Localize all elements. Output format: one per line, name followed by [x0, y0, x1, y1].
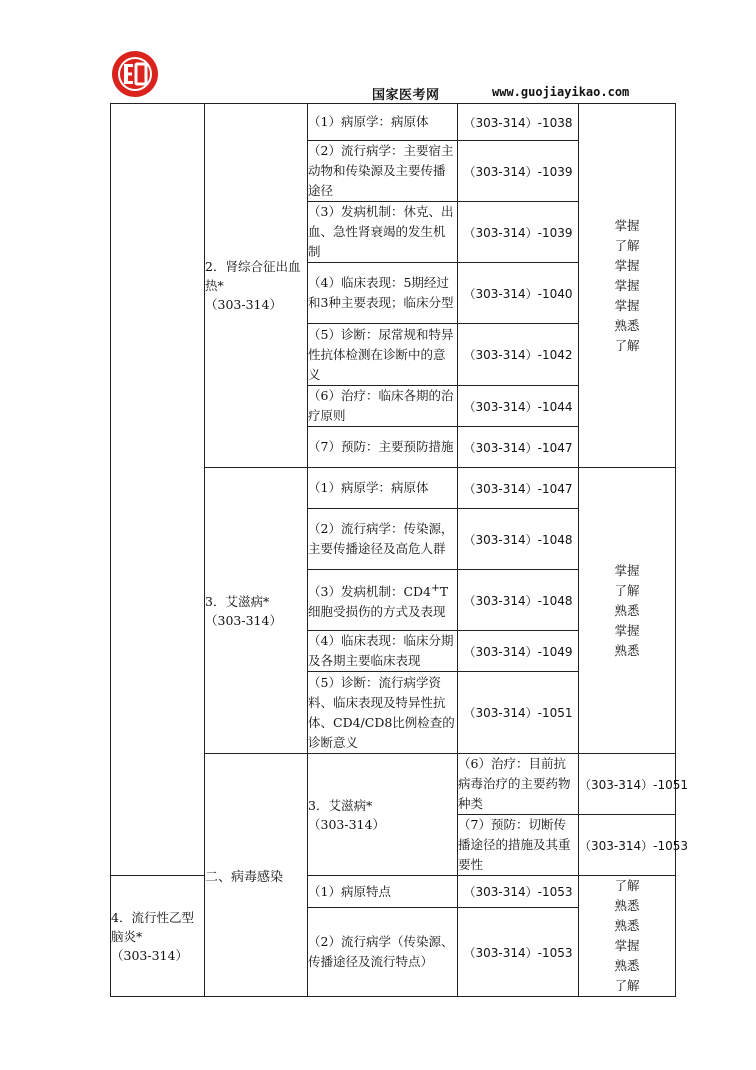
ref-cell: （303-314）-1048	[458, 570, 579, 631]
item-cell	[308, 570, 458, 631]
topic-name: 4．流行性乙型脑炎*	[111, 909, 194, 944]
item-text: T细胞受损伤的方式及表现	[308, 584, 449, 620]
topic-cell	[111, 876, 205, 997]
level-text: 了解	[614, 978, 640, 993]
ref-cell: （303-314）-1053	[579, 815, 676, 876]
level-cell	[579, 876, 676, 997]
level-text: 熟悉	[614, 602, 640, 618]
level-text: 熟悉	[614, 898, 640, 913]
item-cell: （1）病原学：病原体	[308, 468, 458, 509]
level-text: 掌握	[614, 277, 640, 293]
level-text: 熟悉	[614, 958, 640, 973]
level-text: 了解	[614, 237, 640, 253]
level-text: 熟悉	[614, 642, 640, 658]
ref-cell: （303-314）-1049	[458, 631, 579, 672]
level-text: 掌握	[614, 562, 640, 578]
level-text: 熟悉	[614, 918, 640, 933]
level-text: 了解	[614, 878, 640, 893]
level-cell	[579, 104, 676, 468]
topic-code: （303-314）	[205, 297, 282, 312]
level-text: 掌握	[614, 622, 640, 638]
item-cell: （5）诊断：尿常规和特异性抗体检测在诊断中的意义	[308, 324, 458, 386]
ref-cell: （303-314）-1053	[458, 876, 579, 908]
topic-name: 3．艾滋病*	[205, 593, 270, 609]
item-cell: （4）临床表现：5期经过和3种主要表现；临床分型	[308, 263, 458, 324]
syllabus-table	[110, 103, 689, 997]
item-cell: （6）治疗：目前抗病毒治疗的主要药物种类	[458, 754, 579, 815]
ref-cell: （303-314）-1047	[458, 427, 579, 468]
ref-cell: （303-314）-1051	[579, 754, 676, 815]
item-cell: （4）临床表现：临床分期及各期主要临床表现	[308, 631, 458, 672]
topic-code: （303-314）	[308, 816, 385, 832]
section-cell-continued	[111, 104, 205, 876]
ref-cell: （303-314）-1047	[458, 468, 579, 509]
level-text: 掌握	[614, 297, 640, 313]
topic-cell	[205, 104, 308, 468]
level-text: 熟悉	[614, 317, 640, 333]
topic-name: 2．肾综合征出血热*	[205, 259, 301, 293]
topic-code: （303-314）	[111, 947, 188, 963]
item-cell: （2）流行病学（传染源、传播途径及流行特点）	[308, 908, 458, 997]
table-row	[111, 876, 676, 908]
section-cell: 二、病毒感染	[205, 754, 308, 997]
level-text: 了解	[614, 582, 640, 598]
site-logo	[111, 50, 159, 98]
item-cell: （2）流行病学：主要宿主动物和传染源及主要传播途径	[308, 141, 458, 202]
topic-cell	[205, 468, 308, 754]
topic-code: （303-314）	[205, 612, 282, 628]
level-text: 掌握	[614, 257, 640, 273]
item-cell: （5）诊断：流行病学资料、临床表现及特异性抗体、CD4/CD8比例检查的诊断意义	[308, 672, 458, 754]
level-text: 了解	[614, 337, 640, 353]
item-cell: （6）治疗：临床各期的治疗原则	[308, 386, 458, 427]
ref-cell: （303-314）-1042	[458, 324, 579, 386]
ref-cell: （303-314）-1039	[458, 202, 579, 263]
ref-cell: （303-314）-1039	[458, 141, 579, 202]
item-cell: （1）病原学：病原体	[308, 104, 458, 141]
topic-cell	[308, 754, 458, 876]
ref-cell: （303-314）-1051	[458, 672, 579, 754]
ref-cell: （303-314）-1048	[458, 509, 579, 570]
item-cell: （7）预防：主要预防措施	[308, 427, 458, 468]
topic-name: 3．艾滋病*	[308, 797, 373, 813]
level-text: 掌握	[614, 938, 640, 953]
item-cell: （3）发病机制：休克、出血、急性肾衰竭的发生机制	[308, 202, 458, 263]
ref-cell: （303-314）-1053	[458, 908, 579, 997]
ref-cell: （303-314）-1040	[458, 263, 579, 324]
item-cell: （2）流行病学：传染源，主要传播途径及高危人群	[308, 509, 458, 570]
site-name: 国家医考网	[372, 88, 440, 103]
ref-cell: （303-314）-1038	[458, 104, 579, 141]
ref-cell: （303-314）-1044	[458, 386, 579, 427]
item-text: （3）发病机制：CD4	[308, 584, 431, 600]
item-cell: （7）预防：切断传播途径的措施及其重要性	[458, 815, 579, 876]
superscript: +	[431, 581, 440, 594]
level-cell	[579, 468, 676, 754]
site-url[interactable]: www.guojiayikao.com	[492, 85, 630, 99]
level-text: 掌握	[614, 217, 640, 233]
table-row	[111, 104, 676, 141]
item-cell: （1）病原特点	[308, 876, 458, 908]
